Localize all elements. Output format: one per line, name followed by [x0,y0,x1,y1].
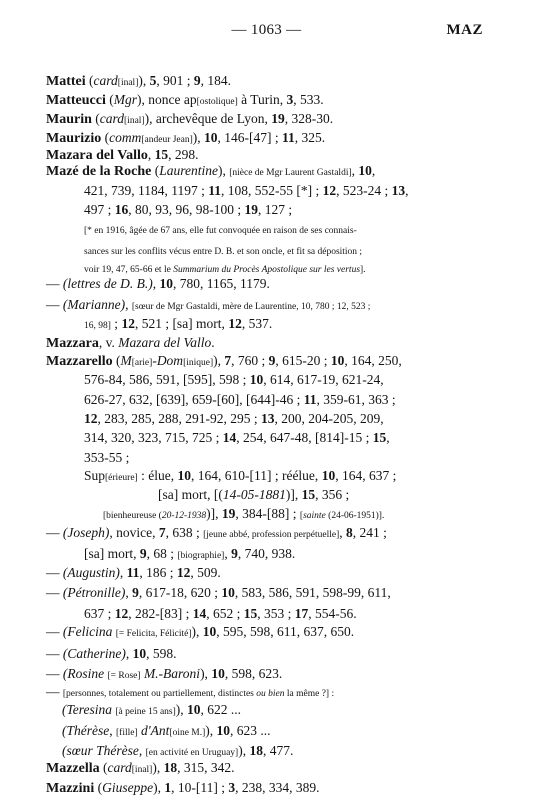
entry-text: Summarium du Procès Apostolique sur les vertus [173,265,361,275]
entry-text: , [109,723,116,738]
entry-text: , 298. [168,147,199,162]
entry-text: , 80, 93, 96, 98-100 ; [128,202,245,217]
entry-text: ( [151,163,160,178]
entry-text: Giuseppe [102,780,154,795]
entry-text: , 184. [200,73,231,88]
entry-text: , 384-[88] ; [235,506,300,521]
entry-text: [sa] mort, [84,546,140,561]
entry-text: , novice, [109,525,159,540]
entry-text: (lettres de D. B.) [62,276,153,291]
entry-text: 626-27, 632, [639], 659-[60], [644]-46 ; [84,392,304,407]
entry-text: , 598. [146,646,177,661]
index-line [46,760,234,777]
index-line [46,73,231,90]
entry-text: ( [105,92,114,107]
entry-text: ( [99,760,108,775]
volume-number: 13 [391,183,406,198]
volume-number: 19 [221,506,236,521]
volume-number: 18 [249,743,263,758]
entry-text: , 10-[11] ; [171,780,229,795]
volume-number: 10 [132,646,147,661]
entry-text: , 638 ; [165,525,204,540]
volume-number: 18 [163,760,178,775]
entry-text: , 521 ; [sa] mort, [134,316,229,331]
entry-text: sainte [303,511,326,521]
volume-number: 5 [149,73,157,88]
entry-text: [personnes, totalement ou partiellement, distinctes [62,689,257,699]
index-line [46,666,282,682]
entry-text: [érieure] [105,473,138,483]
volume-number: 10 [211,666,225,681]
entry-text: , 622 ... [200,702,242,717]
index-line [46,130,325,147]
entry-text: , [339,525,346,540]
entry-text: ), [205,723,217,738]
entry-text: [oine M.] [169,728,206,738]
entry-text: 314, 320, 323, 715, 725 ; [84,430,223,445]
volume-number: 9 [139,546,147,561]
entry-text: , 760 ; [231,353,269,368]
entry-text: — [46,565,63,580]
entry-text: — [46,624,63,639]
index-line [46,525,387,541]
volume-number: 10 [204,130,218,145]
entry-text: — [46,684,63,699]
entry-text: , 241 ; [352,525,387,540]
entry-text: , [125,585,133,600]
entry-text: , 164, 637 ; [335,468,397,483]
entry-text: [andeur Jean] [141,135,193,145]
volume-number: 12 [84,411,98,426]
entry-text: [sa] mort, [( [158,487,223,502]
entry-text: Dom [156,353,184,368]
index-line [84,606,357,622]
volume-number: 15 [243,606,258,621]
entry-text: 16, 98] [84,321,111,331]
entry-text: , [386,430,390,445]
entry-text: , 325. [294,130,326,145]
entry-text: , 740, 938. [237,546,296,561]
entry-text: , 509. [190,565,221,580]
entry-text: , 356 ; [315,487,350,502]
entry-text: la même ?] : [284,689,335,699]
entry-text: , 186 ; [139,565,177,580]
volume-number: 12 [114,606,129,621]
entry-text: [= Rose] [107,671,141,681]
entry-text: [inique] [183,358,214,368]
entry-text: , 108, 552-55 [*] ; [221,183,323,198]
volume-number: 11 [208,183,222,198]
index-line [46,335,215,352]
volume-number: 10 [221,585,235,600]
index-line [46,585,391,601]
entry-text: [en activité en Uruguay] [145,748,239,758]
entry-text: (Felicina [62,624,113,639]
entry-text: (sœur [62,743,97,758]
entry-text: — [46,297,63,312]
entry-text: ), nonce ap [136,92,197,107]
volume-number: 14 [222,430,237,445]
entry-text: , [405,183,409,198]
entry-text: ( [112,353,121,368]
entry-text: )], [206,506,222,521]
entry-text: — [46,666,63,681]
entry-text: ( [91,111,100,126]
entry-heading: Mazzarello [46,354,113,369]
entry-text: [nièce de Mgr Laurent Gastaldi] [229,168,352,178]
entry-text: , v. [98,335,119,350]
volume-number: 12 [121,316,135,331]
entry-text: ( [85,73,94,88]
entry-text: , 164, 610-[11] ; réélue, [190,468,322,483]
index-line [84,546,295,562]
entry-text: — [46,646,63,661]
entry-text: [jeune abbé, profession perpétuelle] [203,530,340,540]
volume-number: 10 [187,702,201,717]
entry-text: — [46,276,63,291]
volume-number: 10 [159,276,173,291]
entry-heading: Mazé de la Roche [46,164,152,179]
entry-text: ( [94,780,103,795]
entry-text: — [46,585,63,600]
entry-text: ), [217,163,230,178]
entry-text: , 238, 334, 389. [235,780,320,795]
volume-number: 15 [372,430,387,445]
entry-heading: Matteucci [46,93,106,108]
volume-number: 12 [322,183,337,198]
entry-text: M [120,353,132,368]
entry-text: (Catherine) [62,646,126,661]
entry-text: , 615-20 ; [275,353,331,368]
index-line [46,646,177,662]
entry-text: (Thérèse [62,723,110,738]
index-line [46,684,334,700]
entry-text: , 359-61, 363 ; [316,392,396,407]
volume-number: 10 [321,468,336,483]
entry-text: card [107,760,132,775]
index-line [103,506,384,522]
entry-text: , 533. [293,92,324,107]
entry-heading: Mazara del Vallo [46,148,148,163]
index-line [84,221,357,237]
entry-text: ), [175,702,188,717]
entry-text: , 254, 647-48, [814]-15 ; [236,430,373,445]
entry-text: (Teresina [62,702,113,717]
entry-text: , 353 ; [257,606,295,621]
index-line [84,450,129,466]
entry-text: (Joseph) [62,525,110,540]
entry-heading: Mazzini [46,781,95,796]
entry-text: : élue, [137,468,178,483]
entry-text: , [152,276,160,291]
volume-number: 9 [132,585,139,600]
entry-text: 14-05-1881 [222,487,286,502]
entry-text: ; [110,316,122,331]
entry-text: , 595, 598, 611, 637, 650. [216,624,355,639]
volume-number: 10 [216,723,231,738]
entry-text: [ [299,511,304,521]
entry-text: , 127 ; [258,202,293,217]
entry-text: [fille] [116,728,138,738]
entry-text: [inal] [124,116,145,126]
entry-text: (24-06-1951)]. [325,511,385,521]
entry-text: ]. [360,265,366,275]
entry-text: , 554-56. [308,606,357,621]
entry-text: Sup [84,468,106,483]
entry-text: Mazara del Vallo [118,335,212,350]
entry-text: voir 19, 47, 65-66 et le [84,265,174,275]
volume-number: 19 [244,202,259,217]
entry-text: M.-Baroni [143,666,201,681]
index-line [84,372,384,388]
entry-text: , 328-30. [284,111,334,126]
entry-text: , [125,297,132,312]
entry-text: , 537. [241,316,273,331]
entry-text: , 315, 342. [177,760,235,775]
entry-heading: Mazzella [46,761,100,776]
entry-text: [= Felicita, Félicité] [115,629,192,639]
entry-text: (Rosine [62,666,105,681]
volume-number: 3 [228,780,236,795]
entry-text: (Augustin) [62,565,120,580]
volume-number: 10 [249,372,264,387]
entry-text: ), [200,666,212,681]
volume-number: 3 [286,92,294,107]
entry-text: )], [285,487,302,502]
entry-text: , [224,546,232,561]
entry-text: (Pétronille) [62,585,126,600]
volume-number: 8 [345,525,353,540]
index-line [84,316,272,332]
entry-text: à Turin, [237,92,287,107]
index-line [46,111,333,128]
index-line [84,430,390,446]
entry-text: 497 ; [84,202,115,217]
entry-text: 353-55 ; [84,450,130,465]
index-line [46,565,221,581]
entry-text: , [119,565,127,580]
entry-text: , 583, 586, 591, 598-99, 611, [234,585,391,600]
entry-text: , 68 ; [146,546,178,561]
section-heading: MAZ [446,22,483,38]
volume-number: 9 [268,353,276,368]
index-line [62,743,293,759]
entry-text: 576-84, 586, 591, [595], 598 ; [84,372,250,387]
entry-text: , 200, 204-205, 209, [274,411,384,426]
index-line [46,353,402,370]
volume-number: 9 [193,73,201,88]
entry-text: [bienheureuse ( [103,511,162,521]
entry-text: (Marianne) [62,297,126,312]
volume-number: 11 [126,565,140,580]
index-line [84,183,409,199]
volume-number: 16 [114,202,129,217]
entry-text: [sœur de Mgr Gastaldi, mère de Laurentine, 10, 780 ; 12, 523 ; [131,302,371,312]
entry-text: , 146-[47] ; [217,130,283,145]
entry-text: d'Ant [141,723,170,738]
volume-number: 11 [303,392,317,407]
index-line [158,487,349,503]
index-line [46,276,270,292]
index-line [84,468,396,484]
volume-number: 12 [176,565,191,580]
entry-heading: Mazzara [46,336,99,351]
entry-text: [inal] [117,78,139,88]
entry-text: , 614, 617-19, 621-24, [263,372,384,387]
entry-text: , 282-[83] ; [128,606,193,621]
entry-text: ), [191,624,203,639]
volume-number: 10 [177,468,191,483]
entry-text: 637 ; [84,606,115,621]
index-line [84,392,396,408]
entry-text: — [46,525,63,540]
index-line [46,147,199,164]
entry-text: , 283, 285, 288, 291-92, 295 ; [97,411,261,426]
entry-text: , 598, 623. [224,666,283,681]
entry-heading: Maurizio [46,131,102,146]
entry-text: Laurentine [159,163,218,178]
volume-number: 14 [192,606,207,621]
entry-text: , [125,646,133,661]
entry-text: ), [152,760,164,775]
index-line [84,411,384,427]
index-line [84,260,366,276]
index-line [46,92,324,109]
volume-number: 17 [294,606,309,621]
index-line [84,242,362,258]
entry-text: , 477. [262,743,294,758]
volume-number: 12 [228,316,242,331]
entry-text: ou bien [256,689,285,699]
entry-text: [ostolique] [196,97,238,107]
entry-text: , [147,147,155,162]
entry-text: . [211,335,215,350]
entry-text: [biographie] [177,551,225,561]
volume-number: 15 [301,487,316,502]
index-line [84,202,292,218]
index-line [46,297,370,313]
entry-text: card [93,73,118,88]
index-line [46,163,375,180]
entry-text: , 523-24 ; [336,183,392,198]
volume-number: 15 [154,147,169,162]
entry-text: , 780, 1165, 1179. [172,276,270,291]
index-line [62,702,241,718]
entry-text: ), archevêque de Lyon, [144,111,272,126]
entry-text: [à peine 15 ans] [115,707,176,717]
entry-text: Mgr [113,92,137,107]
volume-number: 19 [271,111,285,126]
volume-number: 1 [164,780,172,795]
entry-text: [arie] [131,358,153,368]
entry-text: , [138,743,146,758]
entry-text: ), [153,780,165,795]
entry-text: ( [101,130,110,145]
entry-text: - [152,353,157,368]
volume-number: 11 [282,130,295,145]
entry-text: ), [138,73,150,88]
entry-text: comm [109,130,142,145]
entry-text: , [371,163,376,178]
entry-text: , 617-18, 620 ; [138,585,222,600]
entry-text: , 623 ... [230,723,271,738]
volume-number: 10 [330,353,345,368]
index-line [46,624,354,640]
entry-text: [inal] [131,765,153,775]
entry-text: , 652 ; [206,606,244,621]
entry-text: ), [238,743,250,758]
entry-heading: Mattei [46,74,86,89]
index-line [46,780,319,797]
volume-number: 13 [261,411,275,426]
entry-heading: Maurin [46,112,92,127]
volume-number: 7 [224,353,232,368]
entry-text: ), [213,353,225,368]
volume-number: 10 [202,624,217,639]
volume-number: 10 [358,163,372,178]
entry-text: [* en 1916, âgée de 67 ans, elle fut convoquée en raison de ses connais- [84,226,357,236]
volume-number: 9 [231,546,238,561]
entry-text: sances sur les conflits vécus entre D. B. et son oncle, et fit sa déposition ; [84,247,363,257]
entry-text: , 164, 250, [344,353,402,368]
entry-text: 20-12-1938 [161,511,207,521]
entry-text: , [351,163,359,178]
entry-text: card [99,111,125,126]
entry-text: 421, 739, 1184, 1197 ; [84,183,209,198]
entry-text: , 901 ; [156,73,194,88]
entry-text: Thérèse [96,743,139,758]
page-number: — 1063 — [231,22,302,38]
entry-text: ), [192,130,205,145]
volume-number: 7 [158,525,166,540]
index-line [62,723,271,739]
